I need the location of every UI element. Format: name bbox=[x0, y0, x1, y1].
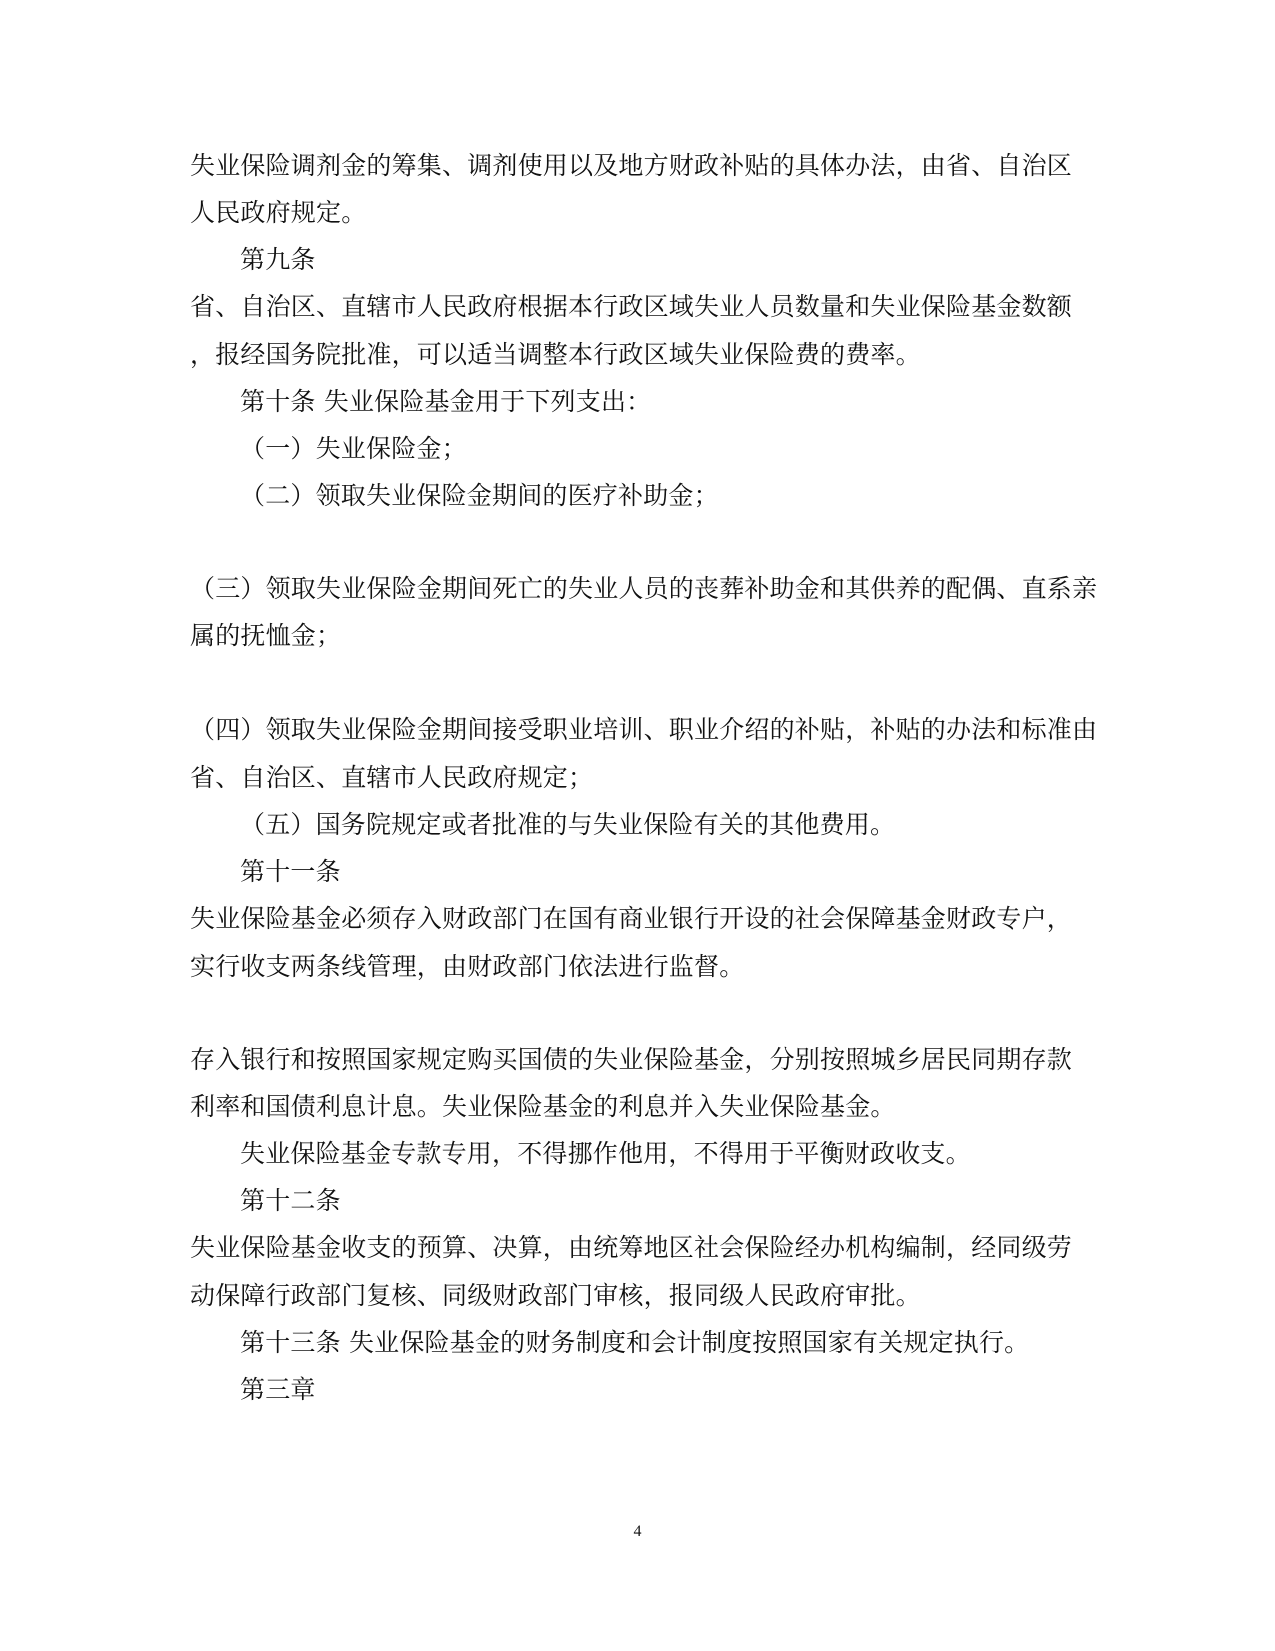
text-line-17: 存入银行和按照国家规定购买国债的失业保险基金，分别按照城乡居民同期存款 bbox=[190, 1045, 1073, 1074]
list-item-3: （三）领取失业保险金期间死亡的失业人员的丧葬补助金和其供养的配偶、直系亲 bbox=[190, 574, 1098, 603]
text-line-18: 利率和国债利息计息。失业保险基金的利息并入失业保险基金。 bbox=[190, 1092, 896, 1121]
list-item-1: （一）失业保险金； bbox=[240, 434, 467, 463]
article-9-heading: 第九条 bbox=[240, 245, 316, 274]
list-item-4-continued: 省、自治区、直辖市人民政府规定； bbox=[190, 763, 594, 792]
list-item-2: （二）领取失业保险金期间的医疗补助金； bbox=[240, 481, 719, 510]
text-line-4: 省、自治区、直辖市人民政府根据本行政区域失业人员数量和失业保险基金数额 bbox=[190, 292, 1073, 321]
list-item-3-continued: 属的抚恤金； bbox=[190, 621, 342, 650]
list-item-4: （四）领取失业保险金期间接受职业培训、职业介绍的补贴，补贴的办法和标准由 bbox=[190, 715, 1098, 744]
list-item-5: （五）国务院规定或者批准的与失业保险有关的其他费用。 bbox=[240, 810, 896, 839]
text-line-16: 实行收支两条线管理，由财政部门依法进行监督。 bbox=[190, 952, 745, 981]
text-line-15: 失业保险基金必须存入财政部门在国有商业银行开设的社会保障基金财政专户， bbox=[190, 904, 1073, 933]
article-11-heading: 第十一条 bbox=[240, 857, 341, 886]
text-line-22: 动保障行政部门复核、同级财政部门审核，报同级人民政府审批。 bbox=[190, 1281, 921, 1310]
text-line-5: ，报经国务院批准，可以适当调整本行政区域失业保险费的费率。 bbox=[190, 340, 921, 369]
text-line-2: 人民政府规定。 bbox=[190, 198, 367, 227]
page-number: 4 bbox=[633, 1523, 642, 1540]
article-10-heading: 第十条 失业保险基金用于下列支出： bbox=[240, 387, 652, 416]
article-13-line: 第十三条 失业保险基金的财务制度和会计制度按照国家有关规定执行。 bbox=[240, 1328, 1030, 1357]
text-line-21: 失业保险基金收支的预算、决算，由统筹地区社会保险经办机构编制，经同级劳 bbox=[190, 1233, 1073, 1262]
article-12-heading: 第十二条 bbox=[240, 1186, 341, 1215]
text-line-19: 失业保险基金专款专用，不得挪作他用，不得用于平衡财政收支。 bbox=[240, 1139, 971, 1168]
chapter-3-heading: 第三章 bbox=[240, 1375, 316, 1404]
text-line-1: 失业保险调剂金的筹集、调剂使用以及地方财政补贴的具体办法，由省、自治区 bbox=[190, 151, 1073, 180]
